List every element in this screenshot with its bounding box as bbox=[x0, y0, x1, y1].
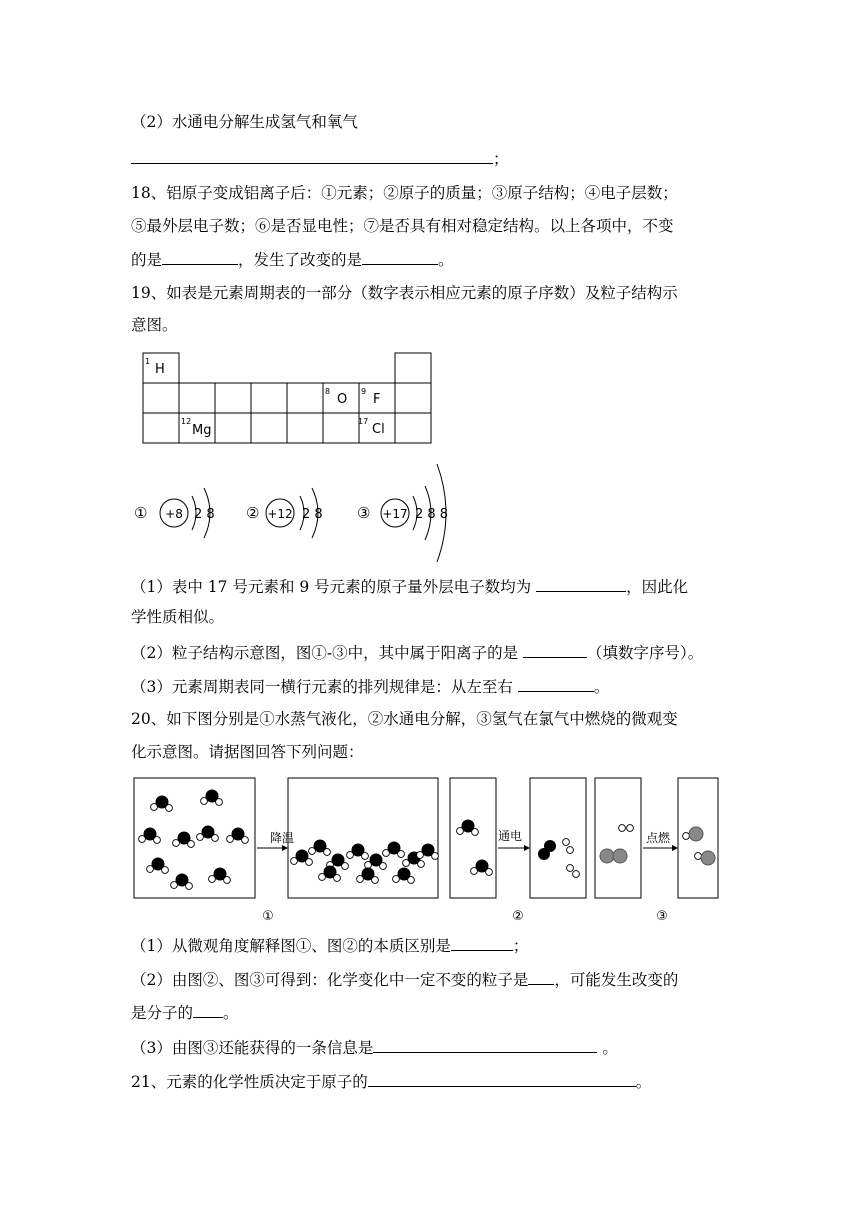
text: （填数字序号）。 bbox=[587, 644, 704, 662]
text: 。 bbox=[593, 678, 610, 696]
structure-2-label: ② bbox=[246, 504, 260, 522]
q19-sub1-line1 bbox=[131, 575, 688, 597]
answer-blank[interactable] bbox=[162, 248, 238, 265]
o-number: 8 bbox=[325, 387, 331, 396]
cl-symbol: Cl bbox=[372, 422, 385, 437]
h-symbol: H bbox=[155, 362, 165, 377]
fig3-label: ③ bbox=[656, 909, 668, 924]
structure-1-label: ① bbox=[134, 504, 148, 522]
structure-1-nucleus: +8 bbox=[165, 507, 183, 521]
text: ，因此化 bbox=[626, 578, 689, 596]
q20-sub1 bbox=[131, 934, 528, 956]
electrolysis-after-box bbox=[530, 778, 586, 898]
answer-blank[interactable] bbox=[373, 1036, 597, 1053]
structure-3 bbox=[355, 458, 465, 568]
structure-3-electrons: 2 8 8 bbox=[415, 507, 449, 522]
text: 。 bbox=[602, 1039, 618, 1057]
text: 的是 bbox=[131, 251, 163, 269]
f-symbol: F bbox=[373, 392, 381, 407]
answer-blank[interactable] bbox=[131, 147, 493, 164]
q19-line2: 意图。 bbox=[131, 316, 178, 334]
text: ； bbox=[512, 937, 529, 955]
text: （3）元素周期表同一横行元素的排列规律是：从左至右 bbox=[131, 678, 513, 696]
text: 。 bbox=[635, 1073, 652, 1091]
fig1-label: ① bbox=[262, 909, 274, 924]
fig2-label: ② bbox=[512, 909, 524, 924]
text: 21、元素的化学性质决定于原子的 bbox=[131, 1073, 368, 1091]
q20-line1: 20、如下图分别是①水蒸气液化，②水通电分解，③氢气在氯气中燃烧的微观变 bbox=[131, 710, 678, 728]
mg-number: 12 bbox=[181, 417, 192, 426]
structure-1-electrons: 2 8 bbox=[194, 507, 215, 522]
q19-sub2 bbox=[131, 641, 703, 663]
q20-sub2-line1 bbox=[131, 968, 678, 990]
answer-blank[interactable] bbox=[362, 248, 438, 265]
text: （2）由图②、图③可得到：化学变化中一定不变的粒子是 bbox=[131, 971, 529, 989]
q20-sub3 bbox=[131, 1036, 618, 1058]
micro-change-diagram bbox=[132, 776, 732, 924]
o-symbol: O bbox=[337, 392, 348, 407]
text: （2）粒子结构示意图，图①-③中，其中属于阳离子的是 bbox=[131, 644, 519, 662]
answer-blank[interactable] bbox=[451, 934, 513, 951]
mg-symbol: Mg bbox=[192, 423, 212, 438]
answer-blank[interactable] bbox=[368, 1070, 636, 1087]
answer-blank[interactable] bbox=[523, 641, 587, 658]
q21 bbox=[131, 1070, 651, 1092]
answer-blank[interactable] bbox=[193, 1001, 223, 1018]
f-number: 9 bbox=[361, 387, 367, 396]
text: （3）由图③还能获得的一条信息是 bbox=[131, 1039, 374, 1057]
text: 。 bbox=[223, 1004, 239, 1022]
electrolysis-before-box bbox=[450, 778, 496, 898]
text: ，发生了改变的是 bbox=[238, 251, 363, 269]
arrow-label-electrify: 通电 bbox=[498, 829, 523, 843]
q19-line1: 19、如表是元素周期表的一部分（数字表示相应元素的原子序数）及粒子结构示 bbox=[131, 284, 678, 302]
q20-sub2-line2 bbox=[131, 1001, 239, 1023]
q19-sub1-line2: 学性质相似。 bbox=[131, 608, 225, 626]
h-number: 1 bbox=[145, 357, 151, 366]
q18-line2: ⑤最外层电子数；⑥是否显电性；⑦是否具有相对稳定结构。以上各项中，不变 bbox=[131, 217, 674, 235]
text: 。 bbox=[438, 251, 454, 269]
q17-answer-line bbox=[131, 147, 509, 169]
combustion-before-box bbox=[595, 778, 641, 898]
text: 是分子的 bbox=[131, 1004, 194, 1022]
periodic-table bbox=[143, 353, 433, 445]
q18-line3 bbox=[131, 248, 454, 270]
answer-blank[interactable] bbox=[528, 968, 554, 985]
structure-3-nucleus: +17 bbox=[382, 507, 408, 521]
text: （1）表中 17 号元素和 9 号元素的原子量外层电子数均为 bbox=[131, 578, 532, 596]
cl-number: 17 bbox=[358, 417, 369, 426]
text: ，可能发生改变的 bbox=[554, 971, 679, 989]
q17-part2: （2）水通电分解生成氢气和氧气 bbox=[131, 113, 358, 131]
arrow-label-ignite: 点燃 bbox=[646, 831, 671, 845]
arrow-label-cooling: 降温 bbox=[270, 831, 295, 845]
text: （1）从微观角度解释图①、图②的本质区别是 bbox=[131, 937, 451, 955]
end-mark: ； bbox=[493, 150, 509, 168]
structure-3-label: ③ bbox=[357, 504, 371, 522]
answer-blank[interactable] bbox=[536, 575, 626, 592]
structure-2 bbox=[244, 478, 340, 548]
structure-2-nucleus: +12 bbox=[267, 507, 293, 521]
q18-line1: 18、铝原子变成铝离子后：①元素；②原子的质量；③原子结构；④电子层数； bbox=[131, 184, 678, 202]
answer-blank[interactable] bbox=[518, 675, 594, 692]
structure-2-electrons: 2 8 bbox=[302, 507, 323, 522]
q20-line2: 化示意图。请据图回答下列问题： bbox=[131, 743, 364, 761]
q19-sub3 bbox=[131, 675, 609, 697]
structure-1 bbox=[132, 478, 222, 548]
